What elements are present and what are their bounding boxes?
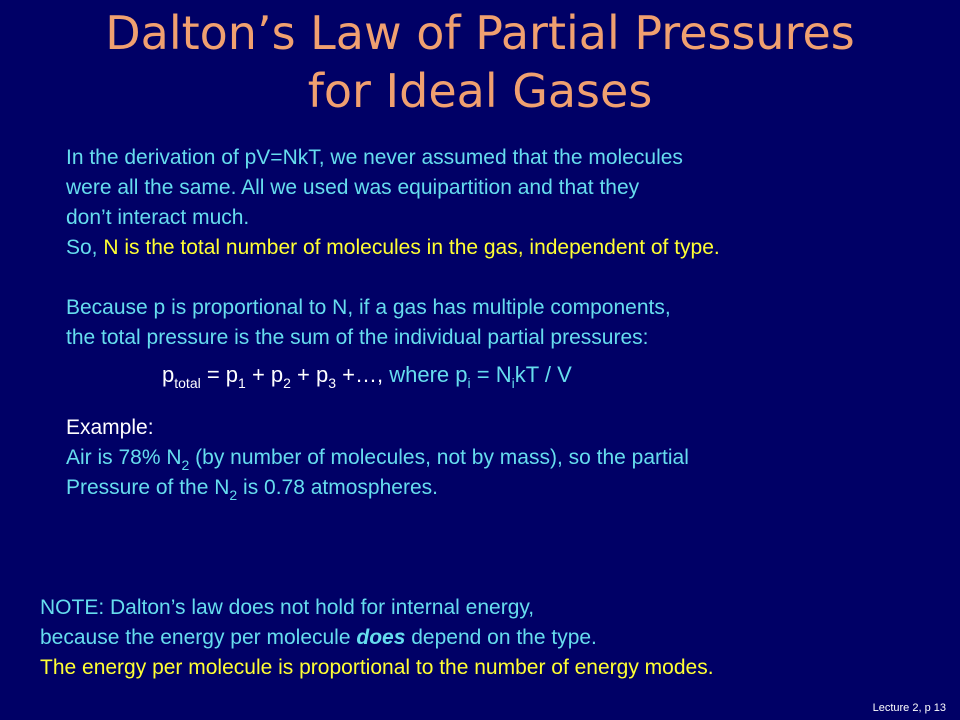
formula-p: p: [162, 362, 175, 387]
formula-sub-2: 2: [283, 375, 291, 391]
example-line-1-sub: 2: [181, 457, 190, 473]
example-line-1-a: Air is 78% N: [66, 446, 182, 469]
intro-highlight: N is the total number of molecules in the gas, independent of type.: [103, 236, 720, 259]
example-line-2-sub: 2: [229, 487, 238, 503]
slide-body: [66, 143, 946, 503]
formula-total-sub: total: [174, 375, 201, 391]
example-line-2-b: is 0.78 atmospheres.: [237, 476, 438, 499]
note-line-2-b: depend on the type.: [405, 626, 597, 649]
formula-eq: = p: [200, 362, 239, 387]
example-line-2-a: Pressure of the N: [66, 476, 230, 499]
note-line-2: [40, 623, 940, 653]
note-line-1: NOTE: Dalton’s law does not hold for internal energy,: [40, 596, 535, 619]
formula-where-sub: i: [467, 375, 471, 391]
title-line-1: Dalton’s Law of Partial Pressures: [105, 6, 855, 60]
dalton-formula: [66, 353, 946, 397]
intro-line-2: were all the same. All we used was equipartition and that they: [66, 176, 640, 199]
example-line-1: [66, 443, 946, 473]
example-heading: Example:: [66, 416, 154, 439]
note-block: [40, 593, 940, 683]
title-line-2: for Ideal Gases: [307, 64, 653, 118]
note-line-2-a: because the energy per molecule: [40, 626, 357, 649]
intro-line-4-prefix: So,: [66, 236, 104, 259]
intro-line-4: [66, 233, 946, 263]
intro-line-1: In the derivation of pV=NkT, we never assumed that the molecules: [66, 146, 683, 169]
formula-sub-1: 1: [238, 375, 246, 391]
formula-plus-2: + p: [245, 362, 284, 387]
pressure-line-1: Because p is proportional to N, if a gas has multiple components,: [66, 296, 671, 319]
formula-plus-3: + p: [290, 362, 329, 387]
intro-line-3: don’t interact much.: [66, 206, 250, 229]
formula-rest: kT / V: [514, 362, 572, 387]
slide-title: [0, 4, 960, 120]
example-line-1-b: (by number of molecules, not by mass), so the partial: [189, 446, 689, 469]
note-line-3: The energy per molecule is proportional to the number of energy modes.: [40, 656, 714, 679]
formula-n-sub: i: [511, 375, 515, 391]
formula-where: where p: [383, 362, 468, 387]
pressure-line-2: the total pressure is the sum of the individual partial pressures:: [66, 326, 649, 349]
formula-eq-2: = N: [470, 362, 512, 387]
note-emphasis: does: [356, 626, 406, 649]
example-line-2: [66, 473, 946, 503]
slide-footer: Lecture 2, p 13: [872, 702, 946, 714]
formula-tail: +…,: [336, 362, 384, 387]
formula-sub-3: 3: [328, 375, 337, 391]
